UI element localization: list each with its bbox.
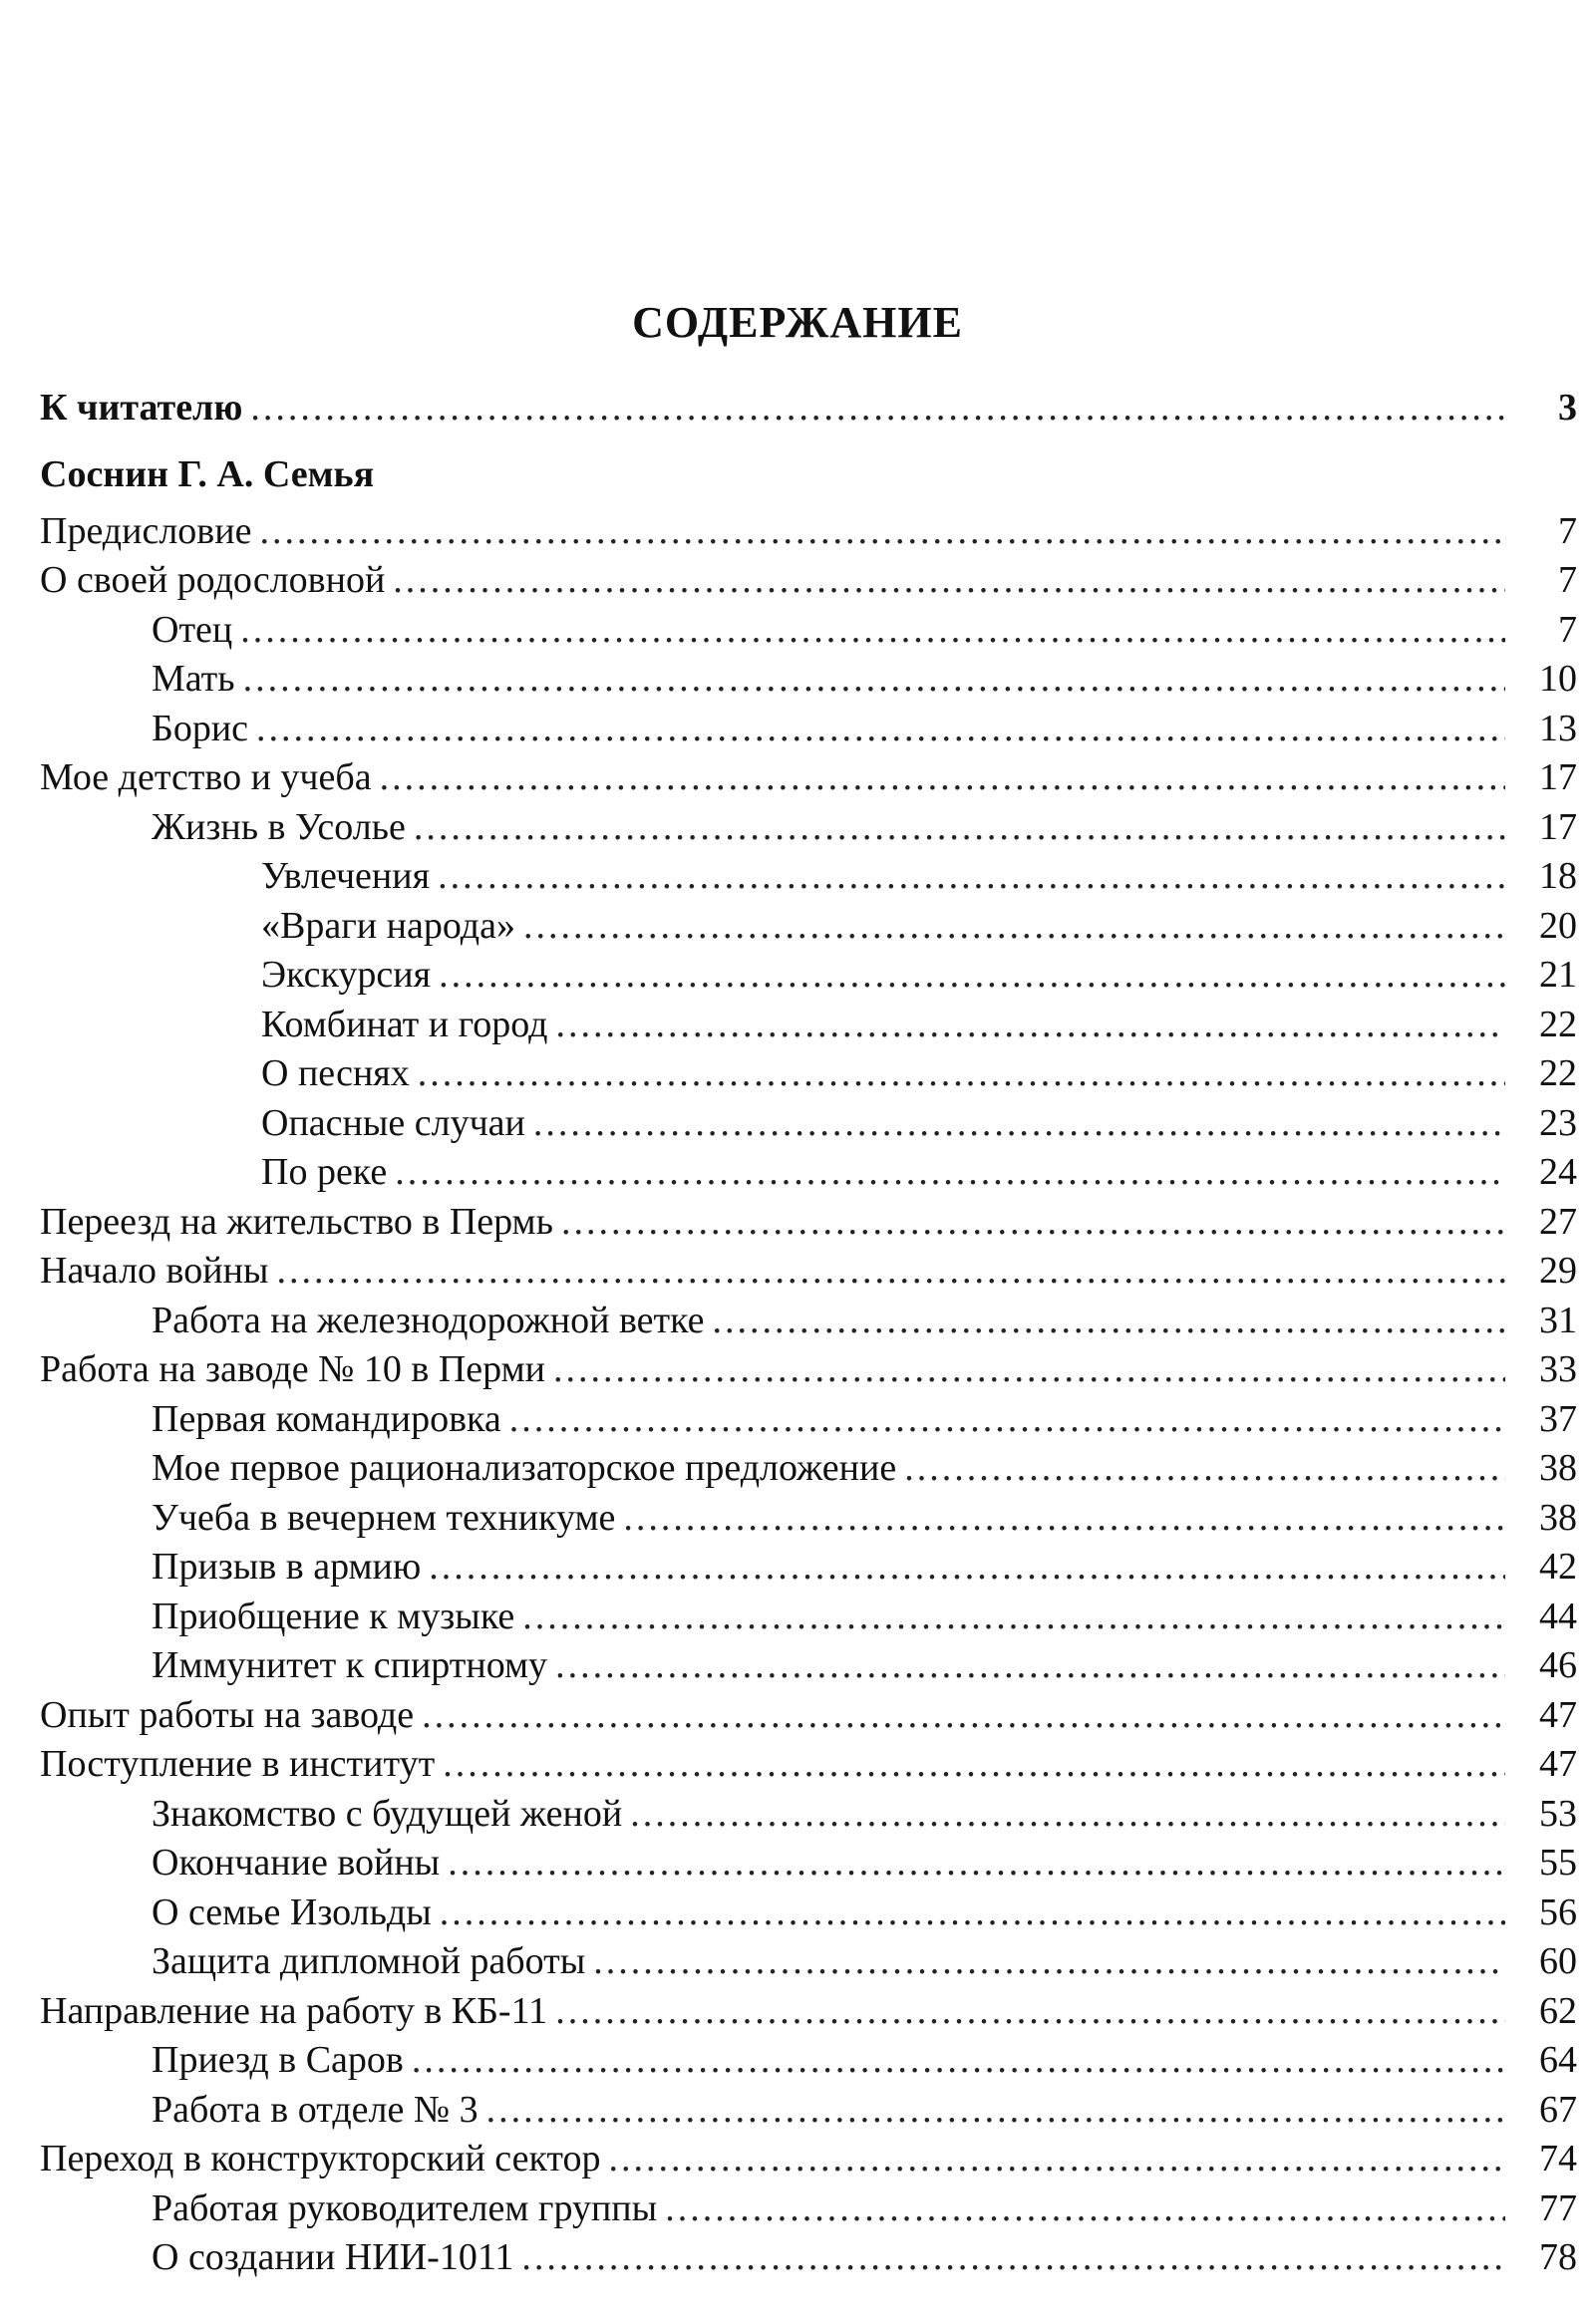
toc-entry — [40, 753, 1577, 803]
toc-page-number: 22 — [1539, 1003, 1577, 1045]
toc-page-number: 53 — [1539, 1792, 1577, 1835]
toc-page-number: 56 — [1539, 1890, 1577, 1933]
toc-dot-leader — [713, 1297, 1505, 1346]
table-of-contents — [40, 384, 1577, 2283]
toc-entry — [40, 1888, 1577, 1938]
toc-page-number: 22 — [1539, 1052, 1577, 1094]
toc-page-number: 47 — [1539, 1693, 1577, 1736]
toc-entry-title: Работа на заводе № 10 в Перми — [40, 1348, 545, 1390]
toc-entry — [40, 1740, 1577, 1790]
toc-entry-title: Работая руководителем группы — [152, 2186, 658, 2229]
toc-page-number: 27 — [1539, 1200, 1577, 1243]
toc-entry — [40, 507, 1577, 557]
toc-dot-leader — [448, 1839, 1505, 1888]
toc-page-number: 78 — [1539, 2236, 1577, 2278]
toc-dot-leader — [443, 1740, 1505, 1790]
toc-entry — [40, 1297, 1577, 1346]
toc-entry — [40, 1494, 1577, 1544]
toc-page-number: 67 — [1539, 2088, 1577, 2131]
toc-entry-title: О песнях — [261, 1052, 410, 1094]
toc-dot-leader — [556, 1001, 1506, 1050]
toc-entry — [40, 803, 1577, 853]
toc-entry-title: Опыт работы на заводе — [40, 1693, 415, 1736]
toc-entry-title: Защита дипломной работы — [152, 1940, 586, 1982]
toc-dot-leader — [276, 1247, 1505, 1297]
toc-page-number: 17 — [1539, 756, 1577, 798]
toc-dot-leader — [521, 2233, 1505, 2283]
toc-entry — [40, 1198, 1577, 1248]
toc-page-number: 7 — [1558, 559, 1577, 601]
toc-dot-leader — [414, 803, 1505, 853]
toc-entry-title: Окончание войны — [152, 1842, 441, 1884]
toc-entry — [40, 1641, 1577, 1691]
toc-dot-leader — [243, 655, 1505, 705]
toc-entry-title: Комбинат и город — [261, 1003, 548, 1045]
toc-dot-leader — [395, 1148, 1505, 1198]
toc-entry — [40, 1543, 1577, 1593]
toc-entry-title: Переезд на жительство в Пермь — [40, 1200, 553, 1243]
toc-page-number: 3 — [1558, 387, 1577, 429]
toc-page-number: 7 — [1558, 608, 1577, 651]
toc-entry — [40, 1593, 1577, 1642]
toc-dot-leader — [523, 902, 1505, 952]
toc-entry — [40, 951, 1577, 1001]
toc-dot-leader — [486, 2086, 1505, 2136]
toc-entry-title: О семье Изольды — [152, 1890, 432, 1933]
toc-page-number: 44 — [1539, 1595, 1577, 1637]
toc-dot-leader — [561, 1198, 1505, 1248]
toc-entry — [40, 606, 1577, 656]
toc-page-number: 29 — [1539, 1250, 1577, 1292]
toc-page-number: 37 — [1539, 1397, 1577, 1440]
toc-entry — [40, 1937, 1577, 1987]
toc-entry — [40, 705, 1577, 754]
toc-page-number: 23 — [1539, 1101, 1577, 1144]
toc-entry — [40, 655, 1577, 705]
toc-entry — [40, 1987, 1577, 2037]
toc-dot-leader — [418, 1049, 1505, 1099]
toc-entry — [40, 1001, 1577, 1050]
toc-page-number: 17 — [1539, 805, 1577, 848]
toc-dot-leader — [509, 1395, 1505, 1445]
toc-dot-leader — [533, 1099, 1505, 1149]
toc-dot-leader — [240, 606, 1505, 656]
toc-page-number: 31 — [1539, 1299, 1577, 1341]
toc-entry-title: Жизнь в Усолье — [152, 805, 406, 848]
toc-entry-title: О своей родословной — [40, 559, 386, 601]
toc-entry-title: Соснин Г. А. Семья — [40, 452, 375, 495]
toc-dot-leader — [259, 507, 1505, 557]
toc-entry-title: Приобщение к музыке — [152, 1595, 515, 1637]
toc-entry — [40, 2135, 1577, 2184]
toc-dot-leader — [555, 1641, 1505, 1691]
toc-entry-title: Призыв в армию — [152, 1546, 422, 1588]
toc-page-number: 13 — [1539, 707, 1577, 749]
toc-entry-title: Мое первое рационализаторское предложение — [152, 1447, 897, 1489]
toc-entry — [40, 1444, 1577, 1494]
toc-dot-leader — [380, 753, 1505, 803]
toc-entry-title: Знакомство с будущей женой — [152, 1792, 623, 1835]
toc-entry-title: Первая командировка — [152, 1397, 501, 1440]
toc-entry — [40, 1345, 1577, 1395]
toc-entry — [40, 384, 1577, 434]
page-title: СОДЕРЖАНИЕ — [632, 298, 963, 347]
toc-entry-title: Борис — [152, 707, 249, 749]
toc-entry — [40, 1691, 1577, 1741]
toc-page-number: 18 — [1539, 855, 1577, 897]
toc-dot-leader — [250, 384, 1505, 434]
toc-entry — [40, 2036, 1577, 2086]
toc-entry — [40, 2184, 1577, 2234]
toc-dot-leader — [429, 1543, 1505, 1593]
toc-dot-leader — [593, 1937, 1505, 1987]
toc-page-number: 38 — [1539, 1447, 1577, 1489]
toc-entry-title: Отец — [152, 608, 233, 651]
toc-entry — [40, 556, 1577, 606]
toc-entry-title: К читателю — [40, 387, 243, 429]
toc-dot-leader — [440, 1888, 1505, 1938]
toc-entry-title: О создании НИИ-1011 — [152, 2236, 514, 2278]
toc-entry — [40, 1790, 1577, 1840]
toc-dot-leader — [904, 1444, 1505, 1494]
toc-dot-leader — [609, 2135, 1505, 2184]
toc-dot-leader — [439, 951, 1505, 1001]
toc-page-number: 46 — [1539, 1644, 1577, 1686]
toc-entry — [40, 902, 1577, 952]
toc-entry-title: Поступление в институт — [40, 1743, 436, 1785]
toc-entry-title: Работа на железнодорожной ветке — [152, 1299, 705, 1341]
toc-entry-title: Учеба в вечернем техникуме — [152, 1496, 616, 1539]
toc-page-number: 64 — [1539, 2039, 1577, 2081]
toc-entry-title: Переход в конструкторский сектор — [40, 2138, 601, 2179]
toc-page-number: 77 — [1539, 2186, 1577, 2229]
toc-entry — [40, 852, 1577, 902]
toc-page-number: 24 — [1539, 1151, 1577, 1193]
toc-entry — [40, 1395, 1577, 1445]
toc-dot-leader — [555, 1987, 1505, 2037]
toc-entry-title: Экскурсия — [261, 954, 432, 996]
toc-entry-title: Мое детство и учеба — [40, 756, 372, 798]
toc-entry — [40, 1839, 1577, 1888]
toc-entry — [40, 2086, 1577, 2136]
toc-page-number: 42 — [1539, 1546, 1577, 1588]
toc-dot-leader — [623, 1494, 1505, 1544]
toc-dot-leader — [438, 852, 1505, 902]
toc-dot-leader — [412, 2036, 1505, 2086]
toc-entry-title: Направление на работу в КБ-11 — [40, 1989, 548, 2032]
toc-entry-title: Приезд в Саров — [152, 2039, 404, 2081]
toc-page-number: 47 — [1539, 1743, 1577, 1785]
toc-page-number: 21 — [1539, 954, 1577, 996]
toc-dot-leader — [665, 2184, 1505, 2234]
toc-page-number: 60 — [1539, 1940, 1577, 1982]
toc-page-number: 38 — [1539, 1496, 1577, 1539]
toc-entry-title: Работа в отделе № 3 — [152, 2088, 478, 2131]
toc-page-number: 62 — [1539, 1989, 1577, 2032]
toc-entry-title: Опасные случаи — [261, 1101, 525, 1144]
toc-entry — [40, 1049, 1577, 1099]
toc-entry — [40, 1099, 1577, 1149]
toc-dot-leader — [630, 1790, 1505, 1840]
toc-entry — [40, 2233, 1577, 2283]
toc-page-number: 7 — [1558, 509, 1577, 552]
toc-entry — [40, 1247, 1577, 1297]
toc-entry-title: Начало войны — [40, 1250, 269, 1292]
toc-entry-title: Мать — [152, 658, 235, 700]
toc-page-number: 33 — [1539, 1348, 1577, 1390]
toc-entry-title: По реке — [261, 1151, 388, 1193]
toc-dot-leader — [422, 1691, 1505, 1741]
toc-page-number: 20 — [1539, 904, 1577, 947]
toc-entry — [40, 1148, 1577, 1198]
toc-entry — [40, 441, 1577, 507]
toc-entry-title: Иммунитет к спиртному — [152, 1644, 548, 1686]
toc-page-number: 74 — [1539, 2138, 1577, 2179]
toc-page-number: 55 — [1539, 1842, 1577, 1884]
toc-dot-leader — [256, 705, 1505, 754]
toc-dot-leader — [553, 1345, 1505, 1395]
toc-dot-leader — [393, 556, 1505, 606]
toc-entry-title: «Враги народа» — [261, 904, 515, 947]
toc-page-number: 10 — [1539, 658, 1577, 700]
toc-entry-title: Предисловие — [40, 509, 252, 552]
toc-entry-title: Увлечения — [261, 855, 431, 897]
toc-dot-leader — [522, 1593, 1505, 1642]
